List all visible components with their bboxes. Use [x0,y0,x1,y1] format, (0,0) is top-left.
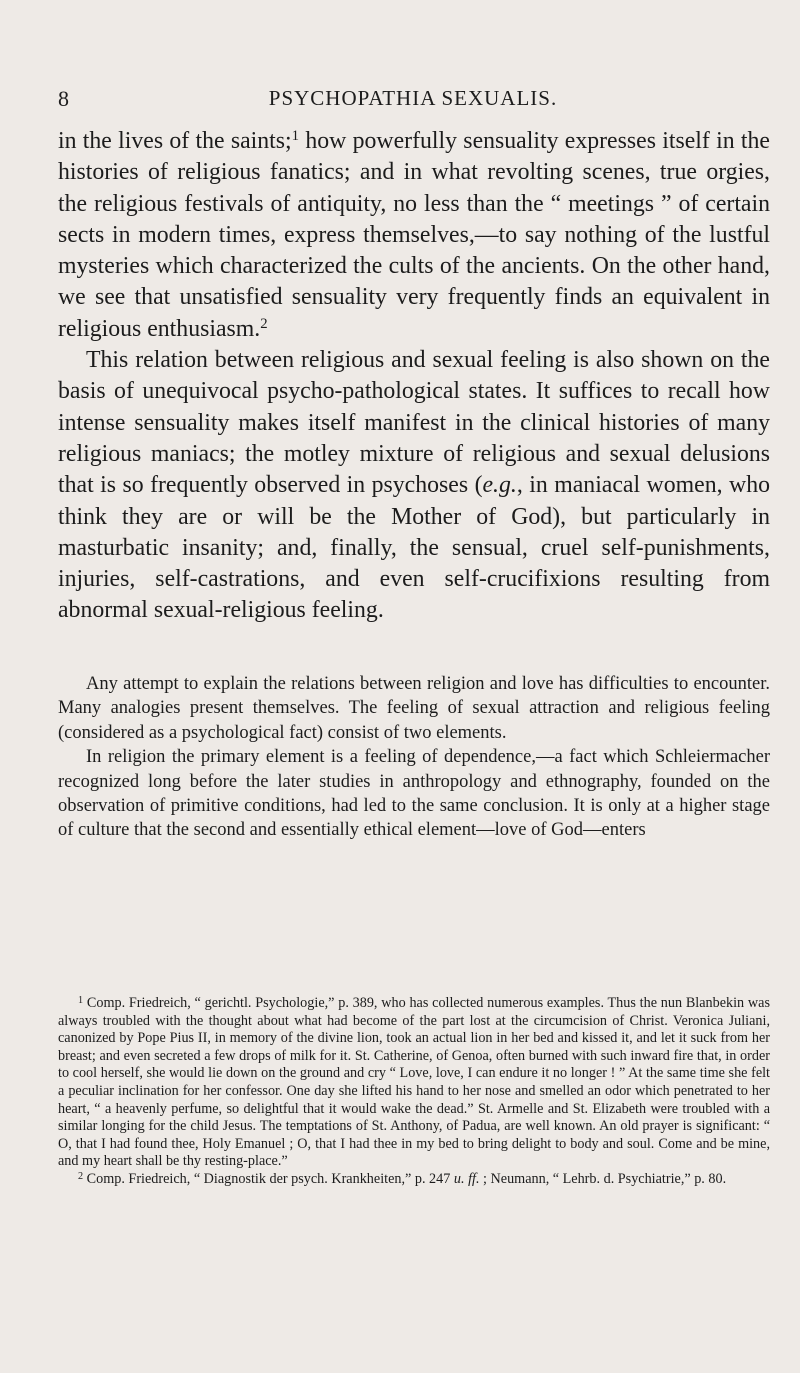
small-print-text [58,672,770,843]
footnote-2 [58,1171,770,1189]
paragraph: Any attempt to explain the relations between religion and love has difficulties to encounter. Many analogies present themselves. The feeling of sexual attraction and religious feeling (considered as a psychological fact) consist of two elements. [58,674,770,743]
text-run: , in maniacal women, who think they are or will be the Mother of God), but particularly in masturbatic insanity; and, finally, the sensual, cruel self-punishments, injuries, self-castrations, and even self-crucifixions resulting from abnormal sexual-religious feeling. [58,472,770,624]
footnote-ref: 1 [291,127,300,144]
running-head: PSYCHOPATHIA SEXUALIS. [268,86,558,110]
paragraph [58,126,770,345]
footnotes [58,995,770,1189]
page-number: 8 [58,86,69,111]
footnote-1 [58,995,770,1171]
paragraph: In religion the primary element is a feeling of dependence,—a fact which Schleiermacher recognized long before the later studies in anthropology and ethnography, founded on the observation of primitive conditions, had led to the same conclusion. It is only at a higher stage of culture that the second and essentially ethical element—love of God—enters [58,747,770,841]
paragraph [58,345,770,627]
page-header [58,86,768,116]
footnote-text: Comp. Friedreich, “ gerichtl. Psychologie,” p. 389, who has collected numerous examples. Thus the nun Blanbekin was always troubled with the thought about what had become of the part lost at the circumcision of Christ. Veronica Juliani, canonized by Pope Pius II, in memory of the divine lion, took an actual lion in her bed and kissed it, and let it suck from her breast; and even secreted a few drops of milk for it. St. Catherine, of Genoa, often burned with such inward fire that, in order to cool herself, she would lie down on the ground and cry “ Love, love, I can endure it no longer ! ” At the same time she felt a peculiar inclination for her confessor. One day she lifted his hand to her nose and smelled an odor which penetrated to her heart, “ a heavenly perfume, so delightful that it would wake the dead.” St. Armelle and St. Elizabeth were troubled with a similar longing for the child Jesus. The temptations of St. Anthony, of Padua, are well known. An old prayer is significant: “ O, that I had found thee, Holy Emanuel ; O, that I had thee in my bed to bring delight to body and soul. Come and be mine, and my heart shall be thy resting-place.” [58,995,770,1170]
text-run: This relation between religious and sexual feeling is also shown on the basis of unequivocal psycho-pathological states. It suffices to recall how intense sensuality makes itself manifest in the clinical histories of many religious maniacs; the motley mixture of religious and sexual delusions that is so frequently observed in psychoses ( [58,347,770,499]
footnote-ref: 2 [260,315,268,332]
italic-text: e.g. [482,472,517,499]
footnote-mark: 1 [78,994,84,1006]
footnote-text: Comp. Friedreich, “ Diagnostik der psych. Krankheiten,” p. 247 [83,1170,454,1187]
text-run: in the lives of the saints; [58,128,292,154]
footnote-text: ; Neumann, “ Lehrb. d. Psychiatrie,” p. 80. [479,1170,727,1187]
main-text [58,126,770,627]
footnote-mark: 2 [78,1170,84,1182]
italic-text: u. ff. [453,1170,480,1187]
text-run: how powerfully sensuality expresses itself in the histories of religious fanatics; and in what revolting scenes, true orgies, the religious festivals of antiquity, no less than the “ meetings ” of certain sects in modern times, express themselves,—to say nothing of the lustful mysteries which characterized the cults of the ancients. On the other hand, we see that unsatisfied sensuality very frequently finds an equivalent in religious enthusiasm. [58,128,770,342]
